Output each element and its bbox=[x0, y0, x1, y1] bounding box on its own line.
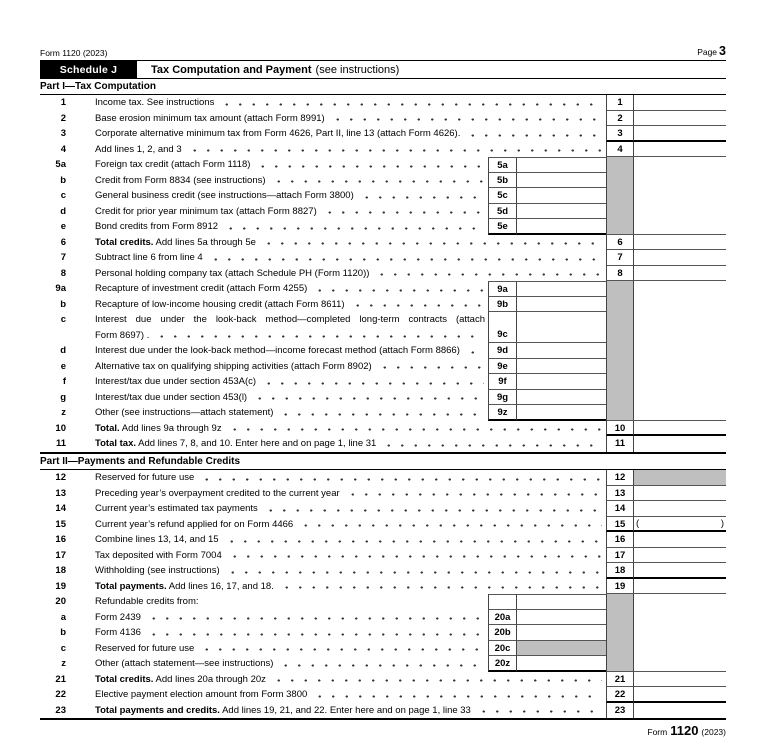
dot-leader bbox=[147, 625, 484, 641]
shaded-cell bbox=[606, 281, 634, 297]
subline-ref-box: 9e bbox=[488, 359, 517, 375]
subline-ref-box: 9a bbox=[488, 281, 517, 297]
line-16-amount-field[interactable] bbox=[634, 532, 726, 548]
line-19-amount-field[interactable] bbox=[634, 579, 726, 595]
line-label: Other (attach statement—see instructions) bbox=[95, 658, 274, 669]
line-label: Current year’s refund applied for on Form 4466 bbox=[95, 518, 294, 530]
line-label-bold: Total. bbox=[95, 422, 120, 434]
shaded-cell bbox=[606, 173, 634, 189]
line-number: 13 bbox=[55, 487, 66, 499]
row-23 bbox=[40, 703, 726, 719]
line-label-bold: Total credits. bbox=[95, 673, 154, 685]
row-5c bbox=[40, 188, 726, 204]
shaded-cell bbox=[606, 610, 634, 626]
line-label-bold: Total credits. bbox=[95, 236, 154, 248]
subline-ref-box: 20b bbox=[488, 625, 517, 641]
row-8 bbox=[40, 266, 726, 282]
row-20b bbox=[40, 625, 726, 641]
dot-leader bbox=[220, 95, 602, 111]
line-number: 4 bbox=[60, 143, 66, 155]
line-number: 18 bbox=[55, 565, 66, 576]
schedule-badge: Schedule J bbox=[40, 61, 137, 78]
line-20b-amount-field[interactable] bbox=[517, 625, 606, 641]
line-number: f bbox=[62, 376, 66, 387]
line-ref-box: 18 bbox=[606, 563, 634, 579]
dot-leader bbox=[331, 111, 602, 127]
line-label: Form 2439 bbox=[95, 611, 141, 623]
row-6 bbox=[40, 235, 726, 251]
dot-leader bbox=[155, 328, 484, 344]
shaded-cell bbox=[606, 359, 634, 375]
merged-amount-area bbox=[634, 219, 726, 235]
line-11-amount-field[interactable] bbox=[634, 436, 726, 452]
line-number: 3 bbox=[60, 128, 66, 139]
line-label: Add lines 9a through 9z bbox=[119, 422, 222, 434]
line-ref-box: 1 bbox=[606, 95, 634, 111]
dot-leader bbox=[346, 486, 602, 502]
dot-leader bbox=[280, 579, 602, 595]
line-label: Reserved for future use bbox=[95, 472, 195, 483]
row-1 bbox=[40, 95, 726, 111]
row-16 bbox=[40, 532, 726, 548]
dot-leader bbox=[264, 501, 602, 517]
merged-amount-area bbox=[634, 374, 726, 390]
line-number: 10 bbox=[55, 422, 66, 434]
merged-amount-area bbox=[634, 312, 726, 343]
line-label: Income tax. See instructions bbox=[95, 97, 215, 108]
dot-leader bbox=[272, 672, 602, 688]
line-number: g bbox=[60, 391, 66, 403]
line-number: 17 bbox=[55, 549, 66, 561]
shaded-cell bbox=[606, 188, 634, 204]
line-label: Foreign tax credit (attach Form 1118) bbox=[95, 159, 251, 170]
line-number: z bbox=[61, 658, 66, 669]
line-ref-box: 16 bbox=[606, 532, 634, 548]
dot-leader bbox=[200, 470, 602, 486]
row-15 bbox=[40, 517, 726, 533]
footer-form-number: 1120 bbox=[670, 723, 699, 738]
line-5c-amount-field[interactable] bbox=[517, 188, 606, 204]
dot-leader bbox=[272, 173, 484, 189]
row-4 bbox=[40, 142, 726, 158]
line-label: Alternative tax on qualifying shipping activities (attach Form 8902) bbox=[95, 360, 372, 372]
page-number: 3 bbox=[719, 44, 726, 58]
line-label: Interest/tax due under section 453A(c) bbox=[95, 376, 257, 387]
dot-leader bbox=[188, 142, 602, 158]
row-2 bbox=[40, 111, 726, 127]
row-5e bbox=[40, 219, 726, 235]
line-ref-box: 21 bbox=[606, 672, 634, 688]
shaded-cell bbox=[606, 405, 634, 421]
line-number: e bbox=[60, 221, 66, 232]
form-id-label: Form 1120 (2023) bbox=[40, 48, 108, 58]
line-number: c bbox=[60, 190, 66, 201]
dot-leader bbox=[256, 157, 484, 173]
subline-ref-box: 9b bbox=[488, 297, 517, 313]
row-13 bbox=[40, 486, 726, 502]
line-number: d bbox=[60, 205, 66, 217]
line-label: Add lines 20a through 20z bbox=[153, 673, 266, 685]
merged-amount-area bbox=[634, 297, 726, 313]
line-ref-box: 3 bbox=[606, 126, 634, 142]
line-5a-amount-field[interactable] bbox=[517, 157, 606, 173]
line-ref-box: 11 bbox=[606, 436, 634, 452]
subline-ref-box-empty bbox=[488, 594, 517, 610]
schedule-title bbox=[137, 61, 399, 78]
page-footer bbox=[40, 723, 726, 738]
merged-amount-area bbox=[634, 625, 726, 641]
subline-ref-box: 5c bbox=[488, 188, 517, 204]
line-9e-amount-field[interactable] bbox=[517, 359, 606, 375]
schedule-title-bar bbox=[40, 61, 726, 79]
dot-leader bbox=[262, 235, 602, 251]
subline-ref-box: 9z bbox=[488, 405, 517, 421]
row-9f bbox=[40, 374, 726, 390]
row-9e bbox=[40, 359, 726, 375]
line-14-amount-field[interactable] bbox=[634, 501, 726, 517]
dot-leader bbox=[262, 374, 484, 390]
line-1-amount-field[interactable] bbox=[634, 95, 726, 111]
line-number: 21 bbox=[55, 673, 66, 685]
row-22 bbox=[40, 687, 726, 703]
line-label: Current year’s estimated tax payments bbox=[95, 503, 258, 514]
row-20c bbox=[40, 641, 726, 657]
line-number: 15 bbox=[55, 518, 66, 530]
row-20a bbox=[40, 610, 726, 626]
merged-amount-area bbox=[634, 281, 726, 297]
merged-amount-area bbox=[634, 390, 726, 406]
row-5a bbox=[40, 157, 726, 173]
row-19 bbox=[40, 579, 726, 595]
line-ref-box: 10 bbox=[606, 421, 634, 437]
subline-ref-box: 9g bbox=[488, 390, 517, 406]
line-21-amount-field[interactable] bbox=[634, 672, 726, 688]
row-9z bbox=[40, 405, 726, 421]
line-label-bold: Total tax. bbox=[95, 438, 136, 449]
line-label: Corporate alternative minimum tax from Form 4626, Part II, line 13 (attach Form 4626). bbox=[95, 128, 461, 139]
dot-leader bbox=[226, 563, 602, 579]
shaded-cell bbox=[606, 390, 634, 406]
line-5e-amount-field[interactable] bbox=[517, 219, 606, 235]
line-label: Base erosion minimum tax amount (attach Form 8991) bbox=[95, 112, 325, 124]
line-13-amount-field[interactable] bbox=[634, 486, 726, 502]
line-number: 2 bbox=[60, 112, 66, 124]
line-ref-box: 4 bbox=[606, 142, 634, 158]
page-indicator bbox=[697, 44, 726, 58]
open-paren: ( bbox=[636, 517, 640, 529]
subline-amount-empty bbox=[517, 594, 606, 610]
row-14 bbox=[40, 501, 726, 517]
line-number: e bbox=[60, 360, 66, 372]
row-9a bbox=[40, 281, 726, 297]
table-bottom-rule bbox=[40, 718, 726, 720]
line-ref-box: 17 bbox=[606, 548, 634, 564]
dot-leader bbox=[466, 343, 484, 359]
row-9g bbox=[40, 390, 726, 406]
line-9c-amount-field[interactable] bbox=[517, 312, 606, 343]
shaded-cell bbox=[606, 312, 634, 343]
line-18-amount-field[interactable] bbox=[634, 563, 726, 579]
merged-amount-area bbox=[634, 641, 726, 657]
row-5b bbox=[40, 173, 726, 189]
line-label: Preceding year’s overpayment credited to the current year bbox=[95, 487, 340, 499]
line-20z-amount-field[interactable] bbox=[517, 656, 606, 672]
line-label: Recapture of investment credit (attach Form 4255) bbox=[95, 283, 308, 294]
line-label: Other (see instructions—attach statement) bbox=[95, 407, 274, 418]
shaded-cell bbox=[606, 625, 634, 641]
dot-leader bbox=[279, 405, 484, 421]
line-label: General business credit (see instructions—attach Form 3800) bbox=[95, 190, 354, 201]
merged-amount-area bbox=[634, 343, 726, 359]
line-7-amount-field[interactable] bbox=[634, 250, 726, 266]
line-number: 8 bbox=[60, 267, 66, 279]
line-label-bold: Total payments and credits. bbox=[95, 704, 220, 716]
line-number: 9a bbox=[55, 283, 66, 294]
merged-amount-area bbox=[634, 188, 726, 204]
line-6-amount-field[interactable] bbox=[634, 235, 726, 251]
row-20z bbox=[40, 656, 726, 672]
line-9g-amount-field[interactable] bbox=[517, 390, 606, 406]
line-label: Add lines 19, 21, and 22. Enter here and on page 1, line 33 bbox=[219, 704, 471, 716]
line-label: Recapture of low-income housing credit (attach Form 8611) bbox=[95, 298, 345, 310]
row-10 bbox=[40, 421, 726, 437]
line-ref-box: 6 bbox=[606, 235, 634, 251]
line-number: d bbox=[60, 345, 66, 356]
page-header bbox=[40, 44, 726, 61]
line-label-bold: Total payments. bbox=[95, 580, 167, 592]
dot-leader bbox=[224, 219, 484, 235]
line-9d-amount-field[interactable] bbox=[517, 343, 606, 359]
line-number: 12 bbox=[55, 472, 66, 483]
merged-amount-area bbox=[634, 173, 726, 189]
line-label: Form 4136 bbox=[95, 627, 141, 638]
line-22-amount-field[interactable] bbox=[634, 687, 726, 703]
dot-leader bbox=[351, 297, 484, 313]
merged-amount-area bbox=[634, 405, 726, 421]
line-label: Interest due under the look-back method—income forecast method (attach Form 8866) bbox=[95, 345, 460, 356]
line-label: Tax deposited with Form 7004 bbox=[95, 549, 222, 561]
line-5d-amount-field[interactable] bbox=[517, 204, 606, 220]
dot-leader bbox=[375, 266, 602, 282]
line-number: b bbox=[60, 627, 66, 638]
line-number: 11 bbox=[55, 438, 66, 449]
line-15-amount-field[interactable] bbox=[634, 517, 726, 533]
row-20 bbox=[40, 594, 726, 610]
line-ref-box: 7 bbox=[606, 250, 634, 266]
line-ref-box: 8 bbox=[606, 266, 634, 282]
line-ref-box: 2 bbox=[606, 111, 634, 127]
dot-leader bbox=[313, 687, 602, 703]
line-number: 20 bbox=[55, 596, 66, 607]
form-content bbox=[40, 44, 726, 738]
subline-ref-box: 9d bbox=[488, 343, 517, 359]
line-label: Add lines 7, 8, and 10. Enter here and on page 1, line 31 bbox=[136, 438, 377, 449]
dot-leader bbox=[228, 421, 602, 437]
line-8-amount-field[interactable] bbox=[634, 266, 726, 282]
merged-amount-area bbox=[634, 204, 726, 220]
line-ref-box: 22 bbox=[606, 687, 634, 703]
line-number: 6 bbox=[60, 236, 66, 248]
line-23-amount-field[interactable] bbox=[634, 703, 726, 719]
line-number: 5a bbox=[55, 159, 66, 170]
subline-ref-box: 20c bbox=[488, 641, 517, 657]
row-7 bbox=[40, 250, 726, 266]
line-number: 14 bbox=[55, 503, 66, 514]
line-label: Refundable credits from: bbox=[95, 596, 199, 607]
shaded-cell bbox=[634, 470, 726, 486]
dot-leader bbox=[313, 281, 484, 297]
dot-leader bbox=[279, 656, 484, 672]
line-number: z bbox=[61, 407, 66, 418]
line-number: b bbox=[60, 174, 66, 186]
line-number: 23 bbox=[55, 704, 66, 716]
line-9b-amount-field[interactable] bbox=[517, 297, 606, 313]
subline-ref-box: 5b bbox=[488, 173, 517, 189]
dot-leader bbox=[477, 703, 602, 719]
line-label: Add lines 16, 17, and 18. bbox=[166, 580, 274, 592]
line-label: Reserved for future use bbox=[95, 642, 195, 654]
line-label: Withholding (see instructions) bbox=[95, 565, 220, 576]
merged-amount-area bbox=[634, 157, 726, 173]
part1-header: Part I—Tax Computation bbox=[40, 79, 726, 95]
line-number: b bbox=[60, 298, 66, 310]
line-label: Credit from Form 8834 (see instructions) bbox=[95, 174, 266, 186]
dot-leader bbox=[209, 250, 602, 266]
line-number: a bbox=[60, 611, 66, 623]
line-label: Interest/tax due under section 453(l) bbox=[95, 391, 248, 403]
row-3 bbox=[40, 126, 726, 142]
merged-amount-area bbox=[634, 656, 726, 672]
line-number: c bbox=[60, 314, 66, 325]
line-3-amount-field[interactable] bbox=[634, 126, 726, 142]
line-ref-box: 13 bbox=[606, 486, 634, 502]
dot-leader bbox=[323, 204, 484, 220]
shaded-cell bbox=[606, 641, 634, 657]
line-number: 1 bbox=[60, 97, 66, 108]
schedule-title-note: (see instructions) bbox=[315, 63, 400, 76]
line-5b-amount-field[interactable] bbox=[517, 173, 606, 189]
line-17-amount-field[interactable] bbox=[634, 548, 726, 564]
subline-ref-box: 5a bbox=[488, 157, 517, 173]
line-label-line1: Interest due under the look-back method—completed long-term contracts (attach bbox=[95, 314, 485, 325]
dot-leader bbox=[228, 548, 602, 564]
row-5d bbox=[40, 204, 726, 220]
line-label: Subtract line 6 from line 4 bbox=[95, 252, 203, 263]
line-number: 16 bbox=[55, 534, 66, 545]
shaded-cell bbox=[606, 656, 634, 672]
dot-leader bbox=[382, 436, 602, 452]
subline-ref-box: 9c bbox=[488, 312, 517, 343]
row-17 bbox=[40, 548, 726, 564]
shaded-cell bbox=[517, 641, 606, 657]
line-ref-box: 19 bbox=[606, 579, 634, 595]
row-18 bbox=[40, 563, 726, 579]
line-label: Combine lines 13, 14, and 15 bbox=[95, 534, 219, 545]
shaded-cell bbox=[606, 374, 634, 390]
subline-ref-box: 5d bbox=[488, 204, 517, 220]
subline-ref-box: 5e bbox=[488, 219, 517, 235]
footer-form-word: Form bbox=[647, 727, 668, 737]
merged-amount-area bbox=[634, 610, 726, 626]
line-2-amount-field[interactable] bbox=[634, 111, 726, 127]
line-ref-box: 12 bbox=[606, 470, 634, 486]
shaded-cell bbox=[606, 157, 634, 173]
dot-leader bbox=[299, 517, 602, 533]
line-number: c bbox=[60, 642, 66, 654]
shaded-cell bbox=[606, 297, 634, 313]
line-label: Credit for prior year minimum tax (attach Form 8827) bbox=[95, 205, 317, 217]
dot-leader bbox=[225, 532, 602, 548]
merged-amount-area bbox=[634, 359, 726, 375]
line-number: 19 bbox=[55, 580, 66, 592]
line-ref-box: 15 bbox=[606, 517, 634, 533]
close-paren: ) bbox=[720, 517, 724, 529]
line-9z-amount-field[interactable] bbox=[517, 405, 606, 421]
line-label: Add lines 5a through 5e bbox=[153, 236, 256, 248]
shaded-cell bbox=[606, 594, 634, 610]
shaded-cell bbox=[606, 204, 634, 220]
line-number: 22 bbox=[55, 689, 66, 700]
shaded-cell bbox=[606, 343, 634, 359]
page-word: Page bbox=[697, 47, 718, 57]
subline-ref-box: 20a bbox=[488, 610, 517, 626]
dot-leader bbox=[253, 390, 484, 406]
dot-leader bbox=[360, 188, 484, 204]
line-9a-amount-field[interactable] bbox=[517, 281, 606, 297]
line-10-amount-field[interactable] bbox=[634, 421, 726, 437]
row-9c bbox=[40, 312, 726, 343]
line-ref-box: 14 bbox=[606, 501, 634, 517]
line-label-line2: Form 8697) . bbox=[95, 329, 150, 341]
line-label: Add lines 1, 2, and 3 bbox=[95, 143, 182, 155]
merged-amount-area bbox=[634, 594, 726, 610]
line-9f-amount-field[interactable] bbox=[517, 374, 606, 390]
schedule-title-text: Tax Computation and Payment bbox=[151, 63, 312, 76]
dot-leader bbox=[466, 126, 602, 142]
line-4-amount-field[interactable] bbox=[634, 142, 726, 158]
line-20a-amount-field[interactable] bbox=[517, 610, 606, 626]
line-ref-box: 23 bbox=[606, 703, 634, 719]
part2-header: Part II—Payments and Refundable Credits bbox=[40, 452, 726, 471]
row-9d bbox=[40, 343, 726, 359]
footer-year: (2023) bbox=[701, 727, 726, 737]
subline-ref-box: 20z bbox=[488, 656, 517, 672]
shaded-cell bbox=[606, 219, 634, 235]
dot-leader bbox=[147, 610, 484, 626]
row-9b bbox=[40, 297, 726, 313]
row-12 bbox=[40, 470, 726, 486]
line-label: Bond credits from Form 8912 bbox=[95, 221, 219, 232]
subline-ref-box: 9f bbox=[488, 374, 517, 390]
line-label: Personal holding company tax (attach Schedule PH (Form 1120)) bbox=[95, 267, 370, 279]
dot-leader bbox=[378, 359, 484, 375]
dot-leader bbox=[200, 641, 484, 657]
row-11 bbox=[40, 436, 726, 452]
line-label: Elective payment election amount from Form 3800 bbox=[95, 689, 308, 700]
row-21 bbox=[40, 672, 726, 688]
line-number: 7 bbox=[60, 252, 66, 263]
